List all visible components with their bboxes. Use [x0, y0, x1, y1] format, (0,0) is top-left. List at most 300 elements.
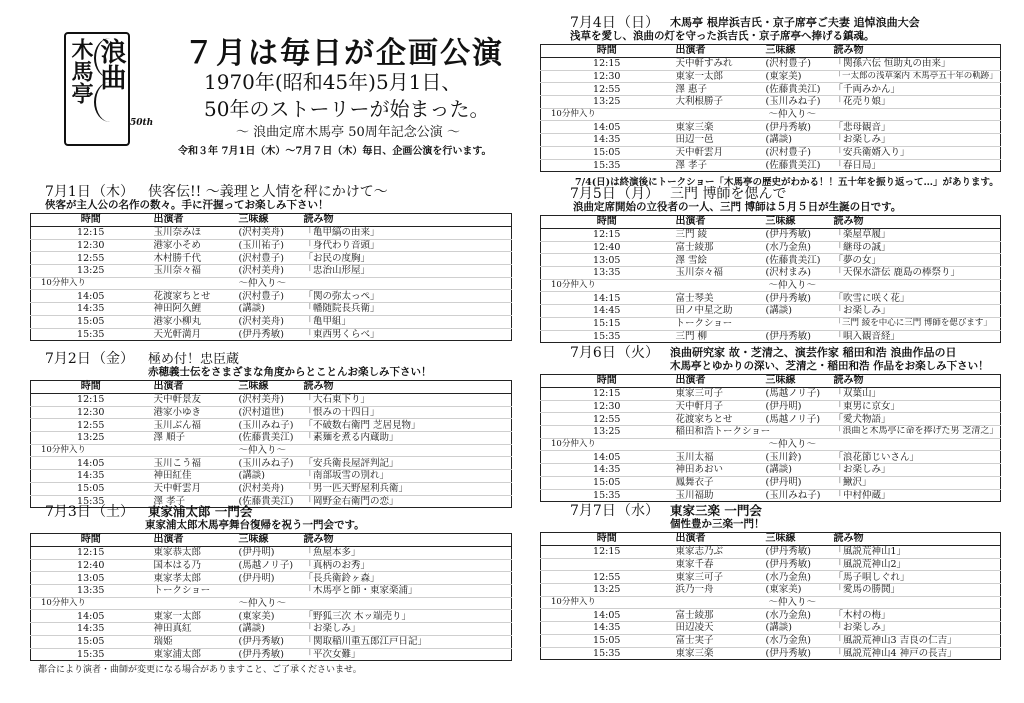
program-table — [30, 533, 512, 661]
intermission-row — [31, 444, 512, 457]
row-story: 「風説荒神山3 吉良の仁吉」 — [831, 634, 1001, 647]
row-time: 14:05 — [541, 121, 673, 134]
row-time: 12:15 — [541, 388, 673, 401]
program-row — [541, 58, 1001, 71]
row-shamisen: (伊丹秀敏) — [236, 648, 301, 661]
program-row — [541, 647, 1001, 660]
row-time: 12:30 — [31, 406, 151, 419]
intermission-row — [31, 277, 512, 290]
header-time: 時間 — [31, 534, 151, 547]
row-performer: 富士琴美 — [673, 292, 763, 305]
table-head — [31, 534, 512, 547]
day-weekday: （金） — [92, 351, 134, 367]
row-story: 「亀甲縞の由来」 — [301, 227, 512, 240]
row-shamisen: (玉川みね子) — [236, 419, 301, 432]
row-time: 15:35 — [31, 495, 151, 508]
row-story: 「真柄のお秀」 — [301, 559, 512, 572]
row-story: 「風説荒神山2」 — [831, 558, 1001, 571]
row-story: 「お楽しみ」 — [831, 464, 1001, 477]
header-performer: 出演者 — [673, 533, 763, 546]
day-title: 東家浦太郎 一門会 — [148, 504, 253, 519]
row-time: 15:05 — [31, 315, 151, 328]
row-shamisen: (沢村美舟) — [236, 315, 301, 328]
row-story: 「一太郎の浅草案内 木馬亭五十年の軌跡」 — [831, 70, 1001, 83]
row-performer: 天中軒雲月 — [151, 482, 236, 495]
program-row — [31, 559, 512, 572]
row-time: 15:15 — [541, 317, 673, 330]
program-row — [541, 96, 1001, 109]
row-shamisen: (佐藤貴美江) — [236, 495, 301, 508]
program-row — [541, 571, 1001, 584]
day-title: 木馬亭 根岸浜吉氏・京子席亭ご夫妻 追悼浪曲大会 — [670, 16, 920, 29]
row-performer: 天光軒満月 — [151, 328, 236, 341]
day-section-5 — [540, 182, 1000, 343]
row-shamisen: (伊丹秀敏) — [236, 328, 301, 341]
row-performer: 港家小そめ — [151, 239, 236, 252]
row-shamisen: (玉川みね子) — [763, 96, 831, 109]
row-performer: 澤 孝子 — [151, 495, 236, 508]
row-time: 13:05 — [31, 572, 151, 585]
row-performer: 東家一太郎 — [151, 610, 236, 623]
program-rows — [541, 58, 1001, 172]
header-shamisen: 三味線 — [763, 216, 831, 229]
row-performer: 神田あおい — [673, 464, 763, 477]
row-performer: 三門 柳 — [673, 330, 763, 343]
header-time: 時間 — [541, 45, 673, 58]
row-story: 「中村仲蔵」 — [831, 489, 1001, 502]
row-story: 「唄入観音経」 — [831, 330, 1001, 343]
row-story: 「野狐三次 木ッ端売り」 — [301, 610, 512, 623]
day-subtitle: 浪曲定席開始の立役者の一人、三門 博師は５月５日が生誕の日です。 — [573, 201, 902, 213]
subtitle-line-1: 1970年(昭和45年)5月1日、 — [204, 70, 462, 94]
row-shamisen: (玉川みね子) — [763, 489, 831, 502]
row-story: 「魚屋本多」 — [301, 547, 512, 560]
header-performer: 出演者 — [673, 45, 763, 58]
intermission-label: ～仲入り～ — [151, 277, 512, 290]
day-date: 7月1日 — [45, 184, 91, 200]
row-story: 「関の弥太っぺ」 — [301, 290, 512, 303]
program-row — [31, 635, 512, 648]
row-time: 12:30 — [541, 400, 673, 413]
row-performer: 玉川奈々福 — [673, 267, 763, 280]
row-time: 12:15 — [31, 394, 151, 407]
program-row — [31, 239, 512, 252]
row-time: 15:05 — [31, 635, 151, 648]
day-weekday: （土） — [92, 504, 134, 520]
row-time — [541, 558, 673, 571]
day-subtitle: 侠客が主人公の名作の数々。手に汗握ってお楽しみ下さい！ — [45, 199, 329, 211]
anniversary-label: ～ 浪曲定席木馬亭 50周年記念公演 ～ — [236, 125, 460, 140]
row-shamisen: (玉川鈴) — [763, 451, 831, 464]
row-shamisen: (水乃金魚) — [763, 571, 831, 584]
program-table — [540, 532, 1001, 660]
day-section-1 — [30, 180, 511, 341]
table-header-row — [541, 375, 1001, 388]
program-row — [541, 121, 1001, 134]
row-performer: 玉川太福 — [673, 451, 763, 464]
row-shamisen: (伊丹秀敏) — [763, 292, 831, 305]
header-performer: 出演者 — [673, 375, 763, 388]
day-date: 7月6日 — [570, 345, 616, 361]
table-header-row — [541, 533, 1001, 546]
row-story: 「岡野金右衛門の恋」 — [301, 495, 512, 508]
header-performer: 出演者 — [151, 381, 236, 394]
row-performer: 東家一太郎 — [673, 70, 763, 83]
row-time: 12:55 — [541, 413, 673, 426]
program-row — [541, 634, 1001, 647]
row-performer: 天中軒雲月 — [673, 146, 763, 159]
row-shamisen: (沢村美舟) — [236, 482, 301, 495]
row-shamisen: (沢村美舟) — [236, 394, 301, 407]
row-time: 13:35 — [31, 585, 151, 598]
row-story: 「恨みの十四日」 — [301, 406, 512, 419]
row-shamisen: (沢村まみ) — [763, 267, 831, 280]
row-shamisen: (佐藤貴美江) — [236, 432, 301, 445]
program-row — [31, 328, 512, 341]
day-section-3 — [30, 500, 511, 661]
header-shamisen: 三味線 — [763, 533, 831, 546]
program-row — [541, 451, 1001, 464]
day-heading — [30, 347, 511, 366]
row-time: 13:05 — [541, 254, 673, 267]
logo-text-mokubatei: 木馬亭 — [68, 38, 94, 104]
row-time: 15:35 — [541, 330, 673, 343]
day-title: 三門 博師を偲んで — [670, 186, 787, 202]
day-heading — [30, 500, 511, 519]
header-time: 時間 — [541, 216, 673, 229]
intermission-row — [31, 597, 512, 610]
header-performer: 出演者 — [151, 214, 236, 227]
program-row — [31, 470, 512, 483]
program-rows — [541, 388, 1001, 502]
row-performer: 東家千春 — [673, 558, 763, 571]
row-story: 「天保水滸伝 鹿島の棒祭り」 — [831, 267, 1001, 280]
row-shamisen: (東家美) — [763, 70, 831, 83]
row-story: 「男一匹天野屋利兵衛」 — [301, 482, 512, 495]
row-story: 「愛犬物語」 — [831, 413, 1001, 426]
program-rows — [31, 227, 512, 341]
header-performer: 出演者 — [673, 216, 763, 229]
row-shamisen — [763, 317, 831, 330]
intermission-label: ～仲入り～ — [151, 597, 512, 610]
intermission-label: ～仲入り～ — [673, 596, 1001, 609]
row-story: 「愛馬の勝鬨」 — [831, 584, 1001, 597]
row-story: 「長兵衛鈴ヶ森」 — [301, 572, 512, 585]
row-performer: 鳳舞衣子 — [673, 476, 763, 489]
row-shamisen — [763, 426, 831, 439]
row-time: 15:05 — [541, 634, 673, 647]
row-shamisen: (伊丹秀敏) — [763, 229, 831, 242]
program-row — [541, 584, 1001, 597]
row-time: 12:55 — [31, 419, 151, 432]
row-performer: 富士実子 — [673, 634, 763, 647]
row-performer: 富士綾那 — [673, 241, 763, 254]
intermission-time: 10分仲入り — [541, 438, 673, 451]
header-story: 読み物 — [301, 534, 512, 547]
day-date: 7月7日 — [570, 503, 616, 519]
program-row — [31, 610, 512, 623]
row-time: 13:35 — [541, 267, 673, 280]
row-performer: 木村勝千代 — [151, 252, 236, 265]
day-heading — [540, 499, 1000, 518]
row-time: 13:25 — [541, 426, 673, 439]
row-shamisen: (伊丹秀敏) — [236, 635, 301, 648]
row-shamisen: (伊丹明) — [763, 476, 831, 489]
row-performer: 東家浦太郎 — [151, 648, 236, 661]
row-shamisen: (講談) — [236, 623, 301, 636]
table-header-row — [541, 45, 1001, 58]
row-time: 15:35 — [31, 328, 151, 341]
day-subtitle: 木馬亭とゆかりの深い、芝清之・稲田和浩 作品をお楽しみ下さい！ — [670, 360, 989, 372]
program-row — [541, 292, 1001, 305]
row-time: 12:15 — [541, 229, 673, 242]
row-story: 「安兵衛長屋評判記」 — [301, 457, 512, 470]
row-performer: 田辺一邑 — [673, 134, 763, 147]
header-story: 読み物 — [831, 375, 1001, 388]
table-head — [31, 381, 512, 394]
program-row — [541, 546, 1001, 559]
row-story: 「お楽しみ」 — [831, 622, 1001, 635]
day-section-7 — [540, 499, 1000, 660]
row-shamisen: (講談) — [236, 303, 301, 316]
row-performer: 港家小ゆき — [151, 406, 236, 419]
header-time: 時間 — [541, 375, 673, 388]
row-shamisen: (講談) — [763, 134, 831, 147]
program-row — [31, 303, 512, 316]
row-shamisen: (佐藤貴美江) — [763, 159, 831, 172]
day-date: 7月5日 — [570, 186, 616, 202]
program-row — [541, 558, 1001, 571]
row-time: 14:45 — [541, 305, 673, 318]
program-row — [541, 609, 1001, 622]
row-performer: 花渡家ちとせ — [151, 290, 236, 303]
row-shamisen — [236, 585, 301, 598]
row-performer: 瑞姫 — [151, 635, 236, 648]
row-story: 「風説荒神山1」 — [831, 546, 1001, 559]
row-time: 12:15 — [541, 58, 673, 71]
row-shamisen: (伊丹秀敏) — [763, 121, 831, 134]
row-story: 「継母の誠」 — [831, 241, 1001, 254]
day-heading — [30, 180, 511, 199]
row-story: 「千両みかん」 — [831, 83, 1001, 96]
row-story: 「夢の女」 — [831, 254, 1001, 267]
row-performer: 東家三楽 — [673, 121, 763, 134]
row-story: 「馬子唄しぐれ」 — [831, 571, 1001, 584]
row-performer: 大利根勝子 — [673, 96, 763, 109]
day-subtitle: 東家浦太郎木馬亭舞台復帰を祝う一門会です。 — [145, 519, 365, 531]
header-shamisen: 三味線 — [236, 214, 301, 227]
day-section-4 — [540, 11, 1000, 188]
header-story: 読み物 — [301, 214, 512, 227]
program-row — [541, 267, 1001, 280]
program-rows — [541, 229, 1001, 343]
row-story: 「お楽しみ」 — [831, 134, 1001, 147]
row-time: 13:25 — [541, 96, 673, 109]
program-row — [31, 315, 512, 328]
row-time: 12:30 — [31, 239, 151, 252]
row-time: 15:35 — [31, 648, 151, 661]
row-time: 15:05 — [541, 476, 673, 489]
header-time: 時間 — [31, 381, 151, 394]
row-shamisen: (東家美) — [763, 584, 831, 597]
program-row — [541, 622, 1001, 635]
row-story: 「浪花節じいさん」 — [831, 451, 1001, 464]
day-subtitle: 赤穂義士伝をさまざまな角度からとことんお楽しみ下さい！ — [148, 366, 432, 378]
row-performer: 澤 順子 — [151, 432, 236, 445]
day-note: 7/4(日)は終演後にトークショー「木馬亭の歴史がわかる！！五十年を振り返って…」があります。 — [575, 177, 999, 189]
intermission-time: 10分仲入り — [541, 279, 673, 292]
row-shamisen: (玉川みね子) — [236, 457, 301, 470]
day-section-6 — [540, 341, 1000, 502]
program-row — [31, 394, 512, 407]
row-time: 12:40 — [31, 559, 151, 572]
row-shamisen: (沢村美舟) — [236, 227, 301, 240]
program-rows — [31, 394, 512, 508]
day-date: 7月4日 — [570, 15, 616, 31]
program-row — [31, 572, 512, 585]
program-table — [540, 44, 1001, 172]
header-story: 読み物 — [301, 381, 512, 394]
row-story: 「安兵衛婿入り」 — [831, 146, 1001, 159]
program-row — [31, 482, 512, 495]
day-heading — [540, 182, 1000, 201]
row-story: 「関取稲川重五郎江戸日記」 — [301, 635, 512, 648]
row-shamisen: (沢村豊子) — [763, 58, 831, 71]
program-table — [30, 380, 512, 508]
row-time: 15:35 — [541, 489, 673, 502]
program-row — [31, 547, 512, 560]
program-row — [541, 229, 1001, 242]
row-time: 14:05 — [541, 451, 673, 464]
row-time: 12:55 — [541, 571, 673, 584]
header-story: 読み物 — [831, 533, 1001, 546]
row-shamisen: (水乃金魚) — [763, 609, 831, 622]
row-performer: 神田紅佳 — [151, 470, 236, 483]
program-row — [31, 290, 512, 303]
row-time: 15:35 — [541, 159, 673, 172]
row-shamisen: (伊丹秀敏) — [763, 330, 831, 343]
row-time: 15:05 — [31, 482, 151, 495]
program-row — [541, 305, 1001, 318]
row-story: 「平次女難」 — [301, 648, 512, 661]
row-time: 14:05 — [31, 610, 151, 623]
row-performer: 国本はる乃 — [151, 559, 236, 572]
program-row — [31, 623, 512, 636]
row-story: 「楽屋草履」 — [831, 229, 1001, 242]
row-performer: 東家三可子 — [673, 571, 763, 584]
row-shamisen: (水乃金魚) — [763, 241, 831, 254]
day-heading — [540, 11, 1000, 30]
header-shamisen: 三味線 — [763, 45, 831, 58]
row-story: 「浪曲と木馬亭に命を捧げた男 芝清之」 — [831, 426, 1001, 439]
program-row — [541, 400, 1001, 413]
row-time: 14:35 — [31, 623, 151, 636]
intermission-row — [541, 596, 1001, 609]
row-story: 「鰍沢」 — [831, 476, 1001, 489]
row-shamisen: (馬越ノリ子) — [763, 413, 831, 426]
row-time: 12:15 — [31, 547, 151, 560]
day-weekday: （水） — [617, 503, 659, 519]
program-row — [31, 457, 512, 470]
intermission-label: ～仲入り～ — [673, 279, 1001, 292]
row-performer: 東家恭太郎 — [151, 547, 236, 560]
row-performer: 天中軒景友 — [151, 394, 236, 407]
row-performer: 田ノ中星之助 — [673, 305, 763, 318]
header-shamisen: 三味線 — [236, 381, 301, 394]
day-subtitle: 個性豊か三楽一門！ — [670, 518, 765, 530]
row-time: 14:35 — [541, 134, 673, 147]
program-row — [541, 241, 1001, 254]
row-performer: 東家志乃ぶ — [673, 546, 763, 559]
day-weekday: （日） — [617, 15, 659, 31]
table-header-row — [31, 534, 512, 547]
program-row — [541, 254, 1001, 267]
intermission-label: ～仲入り～ — [673, 108, 1001, 121]
row-story: 「三門 綾を中心に三門 博師を偲びます」 — [831, 317, 1001, 330]
program-row — [541, 317, 1001, 330]
row-performer: 澤 孝子 — [673, 159, 763, 172]
row-story: 「花売り娘」 — [831, 96, 1001, 109]
row-time: 14:35 — [541, 622, 673, 635]
row-story: 「忠治山形屋」 — [301, 265, 512, 278]
subtitle-line-2: 50年のストーリーが始まった。 — [204, 97, 490, 121]
program-table — [540, 215, 1001, 343]
row-performer: トークショー — [673, 317, 763, 330]
row-time: 14:35 — [31, 303, 151, 316]
row-shamisen: (伊丹明) — [763, 400, 831, 413]
row-performer: 天中軒すみれ — [673, 58, 763, 71]
row-shamisen: (沢村道世) — [236, 406, 301, 419]
day-title: 浪曲研究家 故・芝清之、演芸作家 稲田和浩 浪曲作品の日 — [670, 346, 957, 359]
row-time: 12:40 — [541, 241, 673, 254]
intermission-row — [541, 438, 1001, 451]
day-subtitle: 浅草を愛し、浪曲の灯を守った浜吉氏・京子席亭へ捧げる鎮魂。 — [570, 30, 875, 42]
row-shamisen: (伊丹秀敏) — [763, 647, 831, 660]
row-time: 14:05 — [31, 457, 151, 470]
header-story: 読み物 — [831, 45, 1001, 58]
header-time: 時間 — [541, 533, 673, 546]
program-row — [541, 476, 1001, 489]
intermission-row — [541, 279, 1001, 292]
row-story: 「東西男くらべ」 — [301, 328, 512, 341]
row-time: 12:15 — [541, 546, 673, 559]
intermission-row — [541, 108, 1001, 121]
row-performer: 東家孝太郎 — [151, 572, 236, 585]
logo-text-rokyoku: 浪曲 — [96, 38, 126, 90]
program-rows — [541, 546, 1001, 660]
program-table — [30, 213, 512, 341]
row-performer: 神田阿久鯉 — [151, 303, 236, 316]
schedule-note: 令和３年 7月1日（木）～7月７日（木）毎日、企画公演を行います。 — [178, 146, 492, 157]
row-performer: 花渡家ちとせ — [673, 413, 763, 426]
row-story: 「関孫六伝 恒助丸の由来」 — [831, 58, 1001, 71]
program-row — [541, 464, 1001, 477]
program-row — [31, 432, 512, 445]
row-shamisen: (沢村豊子) — [763, 146, 831, 159]
row-shamisen: (講談) — [763, 305, 831, 318]
row-time: 15:35 — [541, 647, 673, 660]
program-table — [540, 374, 1001, 502]
row-performer: 富士綾那 — [673, 609, 763, 622]
row-story: 「不破数右衛門 芝居見物」 — [301, 419, 512, 432]
row-performer: 浜乃一舟 — [673, 584, 763, 597]
table-header-row — [541, 216, 1001, 229]
row-time: 13:25 — [31, 265, 151, 278]
table-head — [541, 45, 1001, 58]
row-story: 「木村の梅」 — [831, 609, 1001, 622]
row-performer: 玉川ぶん福 — [151, 419, 236, 432]
mokubatei-logo — [64, 32, 154, 146]
